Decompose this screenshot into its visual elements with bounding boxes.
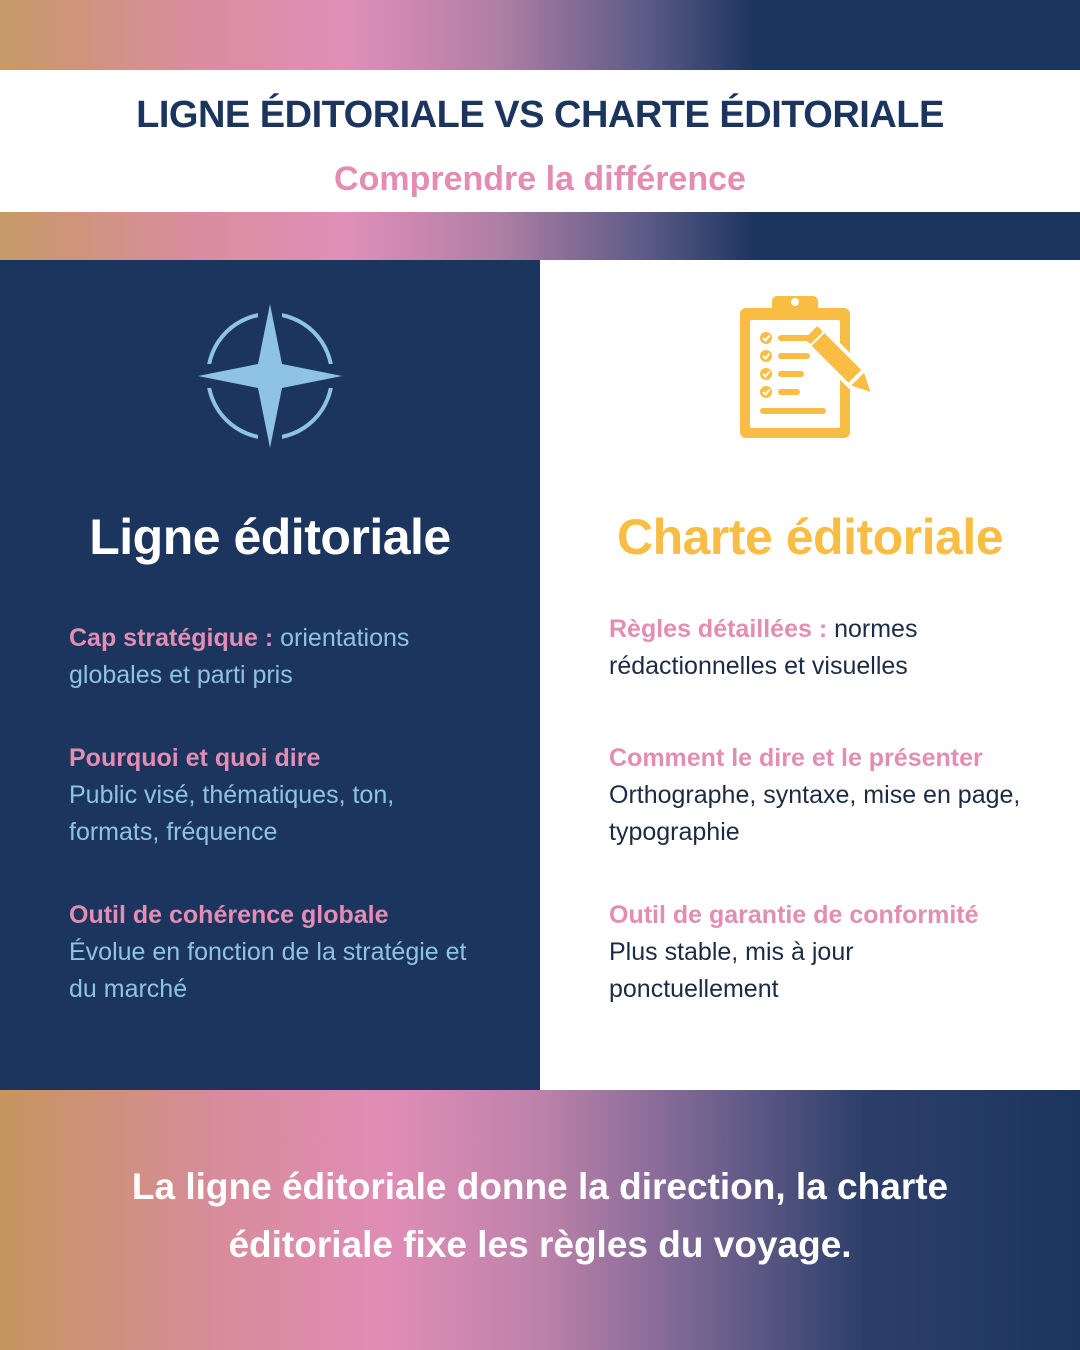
right-item-3 — [609, 897, 1029, 1008]
ligne-editoriale-column — [0, 260, 540, 1090]
charte-editoriale-title: Charte éditoriale — [616, 509, 1004, 565]
right-item-2 — [609, 740, 1029, 851]
footer-quote: La ligne éditoriale donne la direction, la charte éditoriale fixe les règles du voyage. — [131, 1166, 949, 1265]
left-item-3-head: Outil de cohérence globale — [69, 901, 389, 929]
left-item-2-body: Public visé, thématiques, ton, formats, fréquence — [69, 781, 395, 846]
page-title: LIGNE ÉDITORIALE VS CHARTE ÉDITORIALE — [136, 94, 944, 136]
compass-rose-icon — [190, 300, 350, 460]
page-subtitle: Comprendre la différence — [334, 160, 746, 198]
right-item-1 — [609, 611, 1029, 685]
right-item-3-head: Outil de garantie de conformité — [609, 901, 979, 929]
left-item-1-head: Cap stratégique : — [69, 624, 274, 652]
right-item-1-body: normes rédactionnelles et visuelles — [609, 615, 918, 680]
ligne-editoriale-title: Ligne éditoriale — [89, 509, 451, 565]
header — [0, 70, 1080, 212]
left-item-2 — [69, 740, 489, 851]
middle-gradient-band — [0, 212, 1080, 260]
clipboard-checklist-pencil-icon — [730, 290, 890, 450]
left-item-3-body: Évolue en fonction de la stratégie et du marché — [69, 938, 467, 1003]
charte-editoriale-column — [540, 260, 1080, 1090]
right-item-2-body: Orthographe, syntaxe, mise en page, typographie — [609, 781, 1021, 846]
left-item-1-body: orientations globales et parti pris — [69, 624, 410, 689]
left-item-2-head: Pourquoi et quoi dire — [69, 744, 321, 772]
top-gradient-band — [0, 0, 1080, 70]
right-item-2-head: Comment le dire et le présenter — [609, 744, 983, 772]
left-item-1 — [69, 620, 489, 694]
left-item-3 — [69, 897, 489, 1008]
right-item-3-body: Plus stable, mis à jour ponctuellement — [609, 938, 854, 1003]
right-item-1-head: Règles détaillées : — [609, 615, 828, 643]
